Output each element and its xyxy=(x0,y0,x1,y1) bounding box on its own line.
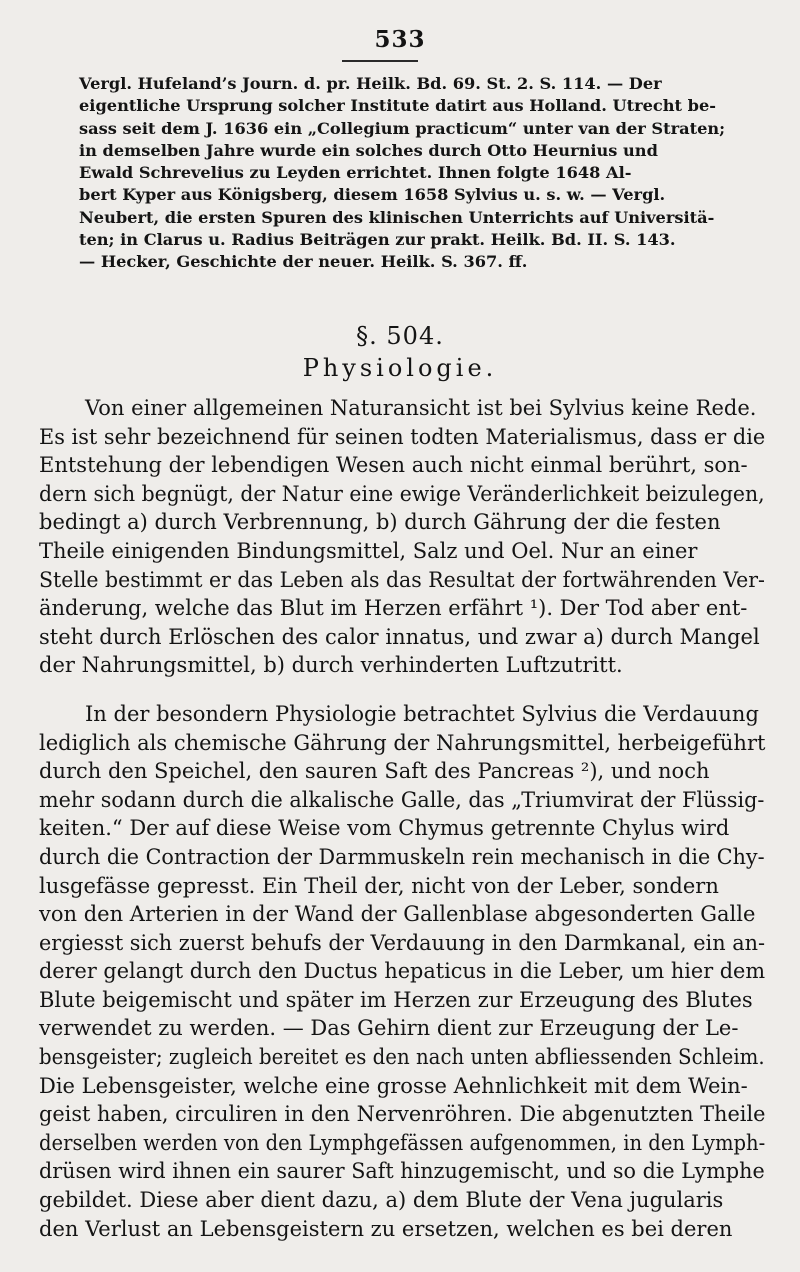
footnote-line: bert Kyper aus Königsberg, diesem 1658 Sylvius u. s. w. — Vergl. xyxy=(79,185,666,205)
text-line: bensgeister; zugleich bereitet es den nach unten abfliessenden Schleim. xyxy=(39,1045,765,1070)
footnote-line: Vergl. Hufeland’s Journ. d. pr. Heilk. Bd. 69. St. 2. S. 114. — Der xyxy=(79,74,662,93)
text-line: derer gelangt durch den Ductus hepaticus in die Leber, um hier dem xyxy=(39,959,766,984)
text-line: von den Arterien in der Wand der Gallenblase abgesonderten Galle xyxy=(39,902,756,927)
footnote-line: in demselben Jahre wurde ein solches durch Otto Heurnius und xyxy=(79,140,658,160)
text-line: verwendet zu werden. — Das Gehirn dient zur Erzeugung der Le- xyxy=(39,1016,739,1041)
text-line: Stelle bestimmt er das Leben als das Resultat der fortwährenden Ver- xyxy=(39,567,765,592)
text-line: durch die Contraction der Darmmuskeln rein mechanisch in die Chy- xyxy=(39,844,765,869)
header-rule xyxy=(342,60,418,62)
footnote-line: sass seit dem J. 1636 ein „Collegium practicum“ unter van der Straten; xyxy=(79,118,726,138)
text-line: gebildet. Diese aber dient dazu, a) dem Blute der Vena jugularis xyxy=(39,1188,724,1213)
text-line: durch den Speichel, den sauren Saft des Pancreas ²), und noch xyxy=(39,759,710,784)
text-line: steht durch Erlöschen des calor innatus, und zwar a) durch Mangel xyxy=(39,624,760,649)
text-line: drüsen wird ihnen ein saurer Saft hinzugemischt, und so die Lymphe xyxy=(39,1159,765,1184)
footnote-line: eigentliche Ursprung solcher Institute datirt aus Holland. Utrecht be- xyxy=(79,96,716,116)
text-line: ergiesst sich zuerst behufs der Verdauung in den Darmkanal, ein an- xyxy=(39,930,766,955)
footnote-line: ten; in Clarus u. Radius Beiträgen zur prakt. Heilk. Bd. II. S. 143. xyxy=(79,230,676,250)
text-line: den Verlust an Lebensgeistern zu ersetzen, welchen es bei deren xyxy=(39,1216,733,1241)
text-line: keiten.“ Der auf diese Weise vom Chymus getrennte Chylus wird xyxy=(39,816,730,841)
body-text xyxy=(39,394,765,1243)
paragraph xyxy=(39,700,765,1243)
text-line: Blute beigemischt und später im Herzen zur Erzeugung des Blutes xyxy=(39,987,753,1012)
paragraph xyxy=(39,394,765,680)
text-line: In der besondern Physiologie betrachtet Sylvius die Verdauung xyxy=(85,701,759,726)
text-line: geist haben, circuliren in den Nervenröhren. Die abgenutzten Theile xyxy=(39,1102,766,1127)
text-line: Entstehung der lebendigen Wesen auch nicht einmal berührt, son- xyxy=(39,453,748,478)
text-line: Theile einigenden Bindungsmittel, Salz und Oel. Nur an einer xyxy=(39,538,698,563)
text-line: Von einer allgemeinen Naturansicht ist bei Sylvius keine Rede. xyxy=(85,396,757,420)
footnote xyxy=(79,73,765,274)
text-line: Es ist sehr bezeichnend für seinen todten Materialismus, dass er die xyxy=(39,424,766,449)
footnote-line: Ewald Schrevelius zu Leyden errichtet. Ihnen folgte 1648 Al- xyxy=(79,163,632,183)
text-line: der Nahrungsmittel, b) durch verhinderten Luftzutritt. xyxy=(39,653,623,678)
text-line: mehr sodann durch die alkalische Galle, das „Triumvirat der Flüssig- xyxy=(39,787,765,812)
page-number: 533 xyxy=(374,26,426,53)
text-line: dern sich begnügt, der Natur eine ewige Veränderlichkeit beizulegen, xyxy=(39,481,765,506)
text-line: Die Lebensgeister, welche eine grosse Aehnlichkeit mit dem Wein- xyxy=(39,1073,748,1098)
section-number: §. 504. xyxy=(356,322,444,350)
section-title: Physiologie. xyxy=(302,354,498,382)
footnote-line: Neubert, die ersten Spuren des klinischen Unterrichts auf Universitä- xyxy=(79,207,715,227)
text-line: derselben werden von den Lymphgefässen aufgenommen, in den Lymph- xyxy=(39,1130,766,1155)
footnote-line: — Hecker, Geschichte der neuer. Heilk. S. 367. ff. xyxy=(79,252,528,272)
paragraph-gap xyxy=(39,680,765,700)
text-line: änderung, welche das Blut im Herzen erfährt ¹). Der Tod aber ent- xyxy=(39,596,748,621)
text-line: lusgefässe gepresst. Ein Theil der, nicht von der Leber, sondern xyxy=(39,873,719,898)
text-line: lediglich als chemische Gährung der Nahrungsmittel, herbeigeführt xyxy=(39,730,766,755)
text-line: bedingt a) durch Verbrennung, b) durch Gährung der die festen xyxy=(39,510,721,535)
